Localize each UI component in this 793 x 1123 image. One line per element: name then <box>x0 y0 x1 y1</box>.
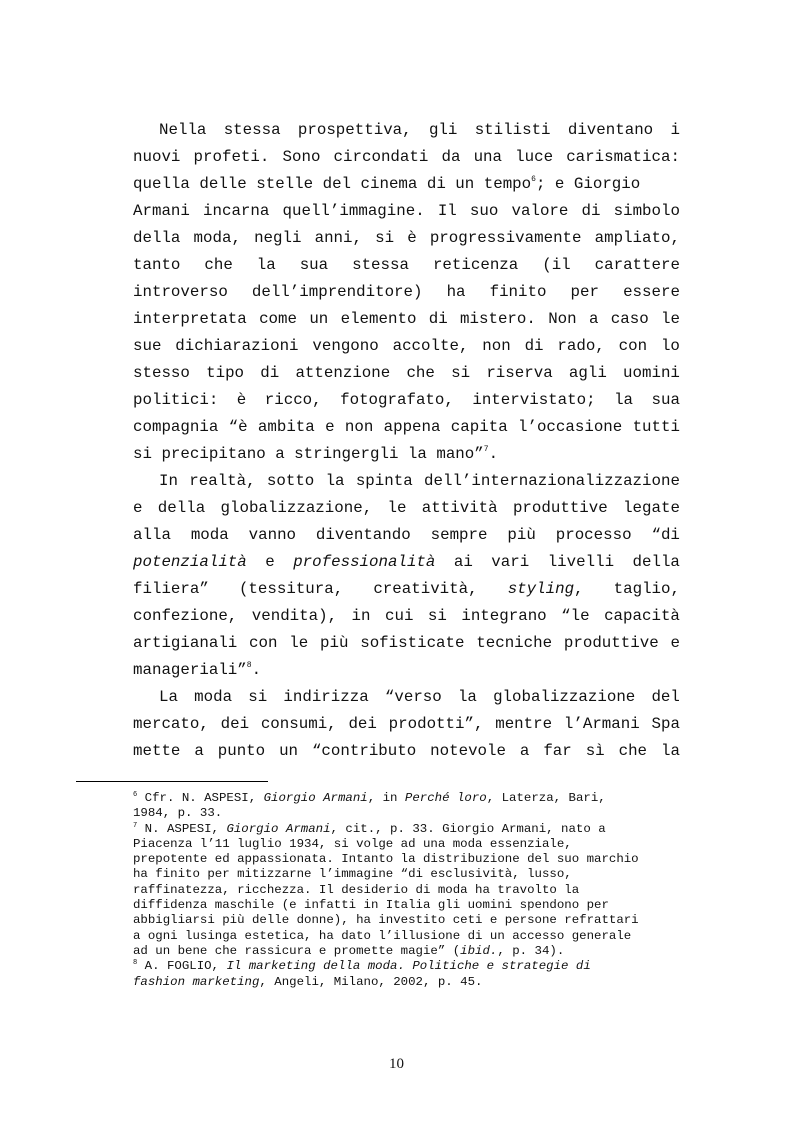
word: sì <box>585 742 605 760</box>
word: a <box>519 742 530 760</box>
word: artigianali <box>133 634 238 652</box>
word: consumi, <box>260 715 337 733</box>
word: appena <box>383 418 441 436</box>
word: della <box>133 229 181 247</box>
footnote-ref-7[interactable]: 7 <box>483 445 489 454</box>
word: si <box>427 607 447 625</box>
word: un <box>309 310 329 328</box>
word: la <box>325 472 345 490</box>
word: ambita <box>257 418 315 436</box>
word: mistero. <box>460 310 536 328</box>
word: di <box>260 364 280 382</box>
word: i <box>670 121 680 139</box>
word: uomini <box>623 364 680 382</box>
word: più <box>507 526 536 544</box>
word: Armani <box>133 202 190 220</box>
footnote-8: $^8$ A. FOGLIO, Il marketing della moda. Politiche e strategie di <box>133 959 591 974</box>
footnote-line: prepotente ed appassionata. Intanto la distribuzione del suo marchio <box>133 852 639 867</box>
word: a <box>588 310 599 328</box>
footnote-separator <box>76 781 268 782</box>
word: prodotti”, <box>388 715 484 733</box>
word: finito <box>489 283 547 301</box>
word: far <box>543 742 572 760</box>
word: ampliato, <box>594 229 680 247</box>
word: legate <box>623 499 680 517</box>
word: suo <box>469 202 499 220</box>
word: non <box>482 337 511 355</box>
word: fotografato, <box>340 391 454 409</box>
text-line <box>133 414 680 441</box>
word: la <box>457 688 477 706</box>
word: è <box>236 391 247 409</box>
word: processo <box>555 526 632 544</box>
footnote-7: $^7$ N. ASPESI, Giorgio Armani, cit., p. 33. Giorgio Armani, nato a <box>133 821 606 836</box>
word: incarna <box>203 202 270 220</box>
word: negli <box>254 229 302 247</box>
word: tipo <box>206 364 245 382</box>
word: caso <box>610 310 649 328</box>
word: vengono <box>312 337 379 355</box>
text-line <box>133 711 680 738</box>
text-line <box>133 225 680 252</box>
word: In <box>159 472 178 490</box>
word: vendita), <box>251 607 338 625</box>
word: che <box>406 364 435 382</box>
text-line <box>133 333 680 360</box>
word: le <box>387 499 407 517</box>
text-line: manageriali”$^8$. <box>133 661 262 679</box>
footnotes <box>133 791 680 990</box>
word: sue <box>133 337 162 355</box>
text-line <box>133 306 680 333</box>
page-number: 10 <box>389 1056 404 1072</box>
text-line <box>133 495 680 522</box>
text-line <box>133 279 680 306</box>
footnote-line: Piacenza l’11 luglio 1934, si volge ad una moda essenziale, <box>133 836 572 851</box>
word: realtà, <box>189 472 256 490</box>
word: dichiarazioni <box>175 337 299 355</box>
word: stilisti <box>474 121 551 139</box>
word: dei <box>220 715 250 733</box>
word: vanno <box>248 526 297 544</box>
text-line <box>133 468 680 495</box>
word: una <box>473 148 503 166</box>
word: mercato, <box>133 715 209 733</box>
word: le <box>660 310 680 328</box>
word: la <box>614 391 634 409</box>
word: un <box>279 742 299 760</box>
word: è <box>407 229 417 247</box>
word: simbolo <box>613 202 680 220</box>
word: tecniche <box>476 634 553 652</box>
text-line <box>133 738 680 765</box>
footnote-ref-8[interactable]: 8 <box>246 661 252 670</box>
word: luce <box>515 148 554 166</box>
footnote-line: ha finito per mitizzarne l’immagine “di esclusività, lusso, <box>133 867 572 882</box>
word: gli <box>428 121 458 139</box>
word: accolte, <box>392 337 469 355</box>
word: integrano <box>461 607 547 625</box>
word: si <box>375 229 395 247</box>
word: circondati <box>333 148 429 166</box>
word: sempre <box>430 526 488 544</box>
word: e <box>133 499 143 517</box>
footnote-line: 1984, p. 33. <box>133 806 223 821</box>
word: quell’immagine. <box>282 202 425 220</box>
word: ricco, <box>264 391 322 409</box>
word: mette <box>133 742 181 760</box>
text-line <box>133 522 680 549</box>
word: in <box>351 607 371 625</box>
text-line <box>133 360 680 387</box>
word: “contributo <box>311 742 417 760</box>
word: capita <box>450 418 508 436</box>
word: nuovi <box>133 148 181 166</box>
word: diventano <box>567 121 654 139</box>
word: Nella <box>159 121 207 139</box>
word: confezione, <box>133 607 238 625</box>
text-line <box>133 252 680 279</box>
word: attenzione <box>295 364 391 382</box>
text-line: filiera” (tessitura, creatività, styling, taglio, <box>133 580 680 598</box>
word: come <box>259 310 297 328</box>
word: produttive <box>512 499 608 517</box>
word: sofisticate <box>360 634 465 652</box>
word: attività <box>421 499 498 517</box>
word: notevole <box>430 742 506 760</box>
word: reticenza <box>432 256 519 274</box>
word: che <box>618 742 648 760</box>
word: le <box>289 634 309 652</box>
word: non <box>344 418 374 436</box>
word: che <box>204 256 233 274</box>
word: spinta <box>355 472 413 490</box>
word: la <box>256 256 276 274</box>
word: politici: <box>133 391 219 409</box>
word: produttive <box>563 634 659 652</box>
word: mentre <box>495 715 553 733</box>
word: diventando <box>315 526 411 544</box>
word: Spa <box>651 715 680 733</box>
footnote-line: raffinatezza, ricchezza. Il desiderio di moda ha travolto la <box>133 882 580 897</box>
word: progressivamente <box>429 229 582 247</box>
word: sotto <box>266 472 315 490</box>
word: essere <box>623 283 680 301</box>
word: sua <box>651 391 680 409</box>
word: Sono <box>282 148 321 166</box>
word: introverso <box>133 283 228 301</box>
word: moda, <box>193 229 241 247</box>
word: con <box>618 337 648 355</box>
word: per <box>570 283 599 301</box>
word: rado, <box>557 337 605 355</box>
word: tutti <box>632 418 680 436</box>
word: elemento <box>340 310 417 328</box>
word: si <box>451 364 471 382</box>
word: “di <box>651 526 680 544</box>
word: di <box>524 337 544 355</box>
word: e <box>670 634 680 652</box>
text-line <box>133 630 680 657</box>
word: punto <box>217 742 266 760</box>
text-line <box>133 603 680 630</box>
word: anni, <box>314 229 362 247</box>
word: di <box>428 310 448 328</box>
word: l’Armani <box>563 715 640 733</box>
word: Il <box>437 202 457 220</box>
word: cui <box>384 607 414 625</box>
word: Non <box>548 310 577 328</box>
word: alla <box>133 526 171 544</box>
word: la <box>660 742 680 760</box>
word: stessa <box>352 256 409 274</box>
word: si <box>248 688 268 706</box>
footnote-ref-6[interactable]: 6 <box>531 175 536 184</box>
word: capacità <box>604 607 680 625</box>
word: del <box>651 688 680 706</box>
word: dell’internazionalizzazione <box>424 472 680 490</box>
text-line <box>133 198 680 225</box>
word: La <box>159 688 178 706</box>
word: “è <box>228 418 248 436</box>
word: indirizza <box>283 688 369 706</box>
word: riserva <box>486 364 553 382</box>
word: prospettiva, <box>297 121 412 139</box>
footnote-line: abbigliarsi più delle donne), ha investito ceti e persone refrattari <box>133 913 639 928</box>
word: lo <box>660 337 680 355</box>
word: carismatica: <box>566 148 680 166</box>
word: moda <box>190 526 229 544</box>
word: dei <box>348 715 377 733</box>
text-line: potenzialità e professionalità ai vari livelli della <box>133 553 680 571</box>
word: globalizzazione <box>493 688 636 706</box>
word: moda <box>194 688 233 706</box>
word: sua <box>299 256 329 274</box>
word: carattere <box>594 256 680 274</box>
word: ha <box>446 283 466 301</box>
word: a <box>194 742 204 760</box>
word: “le <box>561 607 590 625</box>
text-line <box>133 387 680 414</box>
word: stesso <box>133 364 190 382</box>
word: della <box>157 499 206 517</box>
word: valore <box>511 202 569 220</box>
text-line: si precipitano a stringergli la mano”$^7$. <box>133 445 499 463</box>
text-line <box>133 684 680 711</box>
word: più <box>320 634 349 652</box>
word: l’occasione <box>517 418 623 436</box>
word: interpretata <box>133 310 247 328</box>
word: tanto <box>133 256 181 274</box>
word: dell’imprenditore) <box>251 283 423 301</box>
word: (il <box>542 256 571 274</box>
main-text <box>133 117 680 765</box>
footnote-line: diffidenza maschile (e infatti in Italia gli uomini spendono per <box>133 898 609 913</box>
word: compagnia <box>133 418 219 436</box>
word: intervistato; <box>472 391 596 409</box>
footnote-line: ad un bene che rassicura e promette magie” (ibid., p. 34). <box>133 943 565 958</box>
word: da <box>441 148 461 166</box>
word: globalizzazione, <box>220 499 373 517</box>
text-line: quella delle stelle del cinema di un tempo$^6$; e Giorgio <box>133 175 641 193</box>
footnote-line: a ogni lusinga estetica, ha dato l’illusione di un accesso generale <box>133 928 632 943</box>
footnote-line: fashion marketing, Angeli, Milano, 2002, p. 45. <box>133 974 483 989</box>
word: profeti. <box>193 148 270 166</box>
text-line <box>133 117 680 144</box>
word: e <box>325 418 335 436</box>
footnote-6: $^6$ Cfr. N. ASPESI, Giorgio Armani, in Perché loro, Laterza, Bari, <box>133 791 606 805</box>
word: “verso <box>384 688 442 706</box>
word: con <box>249 634 278 652</box>
word: stessa <box>223 121 281 139</box>
word: agli <box>568 364 607 382</box>
text-line <box>133 144 680 171</box>
word: di <box>581 202 601 220</box>
